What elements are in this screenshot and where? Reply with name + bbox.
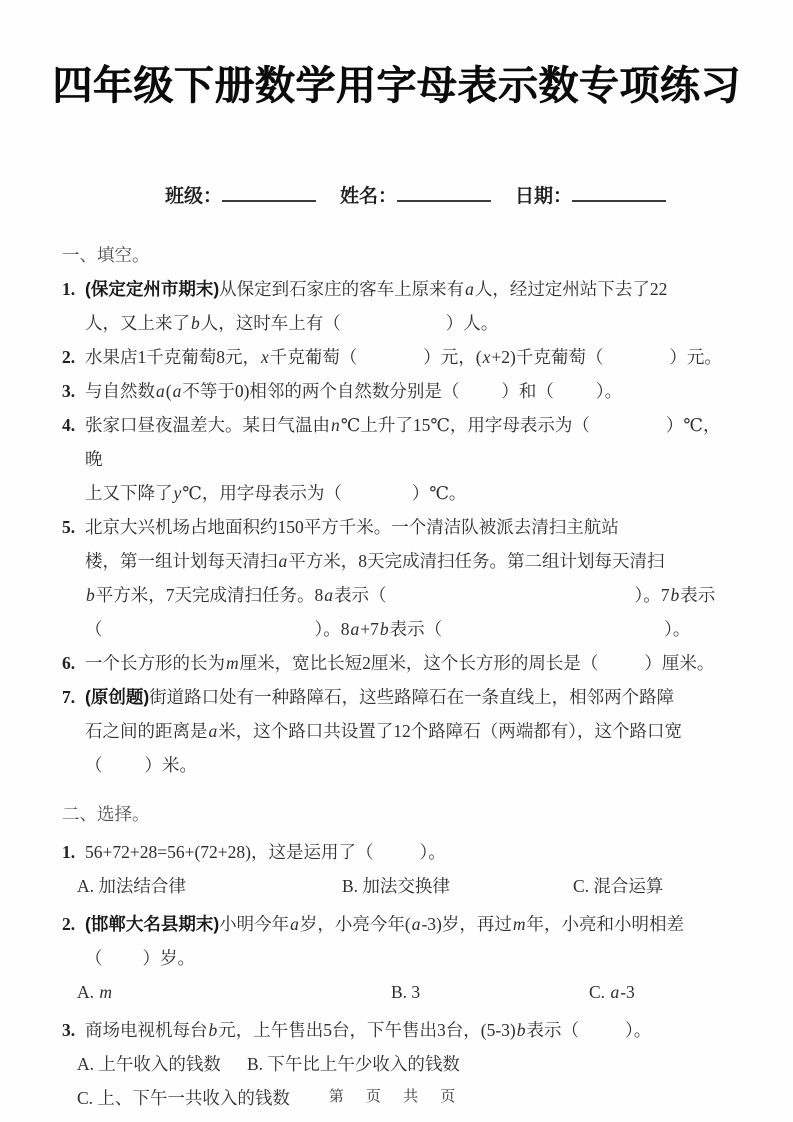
source-tag: (邯郸大名县期末): [85, 914, 220, 934]
date-blank-line: [572, 185, 666, 202]
text-segment: 从保定到石家庄的客车上原来有: [219, 279, 465, 299]
text-segment: 年，小亮和小明相差: [526, 914, 685, 934]
choice-question-1: [62, 835, 737, 903]
fill-question-7: [62, 680, 737, 782]
page-title: 四年级下册数学用字母表示数专项练习: [52, 64, 741, 108]
option-a: [77, 869, 342, 903]
text-segment: 商场电视机每台: [85, 1020, 208, 1040]
text-segment: ）元。: [669, 347, 722, 367]
text-segment: 平方米，8天完成清扫任务。第二组计划每天清扫: [288, 551, 665, 571]
text-segment: 人，又上来了: [85, 313, 190, 333]
source-tag: (保定定州市期末): [85, 279, 220, 299]
math-variable: b: [670, 585, 680, 605]
text-segment: （: [85, 619, 103, 639]
math-variable: m: [99, 982, 113, 1002]
fill-question-6: [62, 646, 737, 680]
text-segment: 不等于0)相邻的两个自然数分别是（: [182, 381, 460, 401]
text-segment: ）。: [624, 1020, 652, 1040]
text-segment: B. 3: [391, 982, 421, 1002]
question-line: [85, 544, 737, 578]
math-variable: x: [482, 347, 491, 367]
math-variable: b: [516, 1020, 526, 1040]
text-segment: （: [85, 755, 103, 775]
text-segment: A.: [77, 982, 99, 1002]
math-variable: m: [512, 914, 526, 934]
header-fields: [165, 181, 793, 208]
math-variable: b: [208, 1020, 218, 1040]
text-segment: A. 上午收入的钱数: [77, 1054, 221, 1074]
question-line: [85, 340, 737, 374]
question-line: [85, 612, 737, 646]
answer-blank: [103, 634, 315, 635]
text-segment: 与自然数: [85, 381, 155, 401]
text-segment: 一个长方形的长为: [85, 653, 225, 673]
text-segment: 人，经过定州站下去了22: [474, 279, 668, 299]
text-segment: 小明今年: [219, 914, 290, 934]
text-segment: ）℃。: [411, 483, 467, 503]
text-segment: 张家口昼夜温差大。某日气温由: [85, 415, 330, 435]
math-variable: a: [411, 914, 421, 934]
math-variable: a: [324, 585, 333, 605]
text-segment: B. 下午比上午少收入的钱数: [247, 1054, 460, 1074]
answer-blank: [341, 328, 446, 329]
question-number: 1.: [62, 279, 76, 299]
question-number: 2.: [62, 347, 76, 367]
text-segment: +2)千克葡萄（: [491, 347, 604, 367]
fill-question-2: [62, 340, 737, 374]
question-line: [85, 306, 737, 340]
question-line: [85, 510, 737, 544]
answer-blank: [374, 857, 420, 858]
text-segment: 街道路口处有一种路障石，这些路障石在一条直线上，相邻两个路障: [149, 687, 675, 707]
text-segment: 平方米，7天完成清扫任务。8: [95, 585, 324, 605]
fill-question-3: [62, 374, 737, 408]
text-segment: -3: [620, 982, 635, 1002]
math-variable: a: [350, 619, 360, 639]
text-segment: ℃上升了15℃，用字母表示为（: [340, 415, 590, 435]
answer-blank: [103, 770, 145, 771]
math-variable: a: [290, 914, 299, 934]
option-c: [573, 869, 737, 903]
question-line: [85, 1013, 737, 1047]
text-segment: A. 加法结合律: [77, 876, 186, 896]
text-segment: ）元，(: [423, 347, 482, 367]
text-segment: 表示（: [389, 619, 443, 639]
text-segment: 楼，第一组计划每天清扫: [85, 551, 278, 571]
text-segment: 表示: [680, 585, 716, 605]
question-number: 3.: [62, 381, 76, 401]
text-segment: ）。: [664, 619, 691, 639]
text-segment: 56+72+28=56+(72+28)，这是运用了（: [85, 842, 374, 862]
text-segment: ）℃，晚: [85, 415, 721, 469]
question-number: 6.: [62, 653, 76, 673]
answer-blank: [357, 362, 423, 363]
math-variable: x: [261, 347, 269, 367]
answer-blank: [442, 634, 664, 635]
math-variable: a: [465, 279, 474, 299]
question-line: [85, 714, 737, 748]
text-segment: （: [85, 948, 103, 968]
math-variable: a: [172, 381, 182, 401]
question-line: [85, 578, 737, 612]
text-segment: ）。7: [634, 585, 670, 605]
section-heading-choice: 二、选择。: [62, 804, 150, 824]
text-segment: ）米。: [144, 755, 197, 775]
math-variable: b: [379, 619, 389, 639]
question-line: [85, 835, 737, 869]
answer-blank: [590, 430, 666, 431]
question-number: 5.: [62, 517, 76, 537]
question-line: [85, 748, 737, 782]
text-segment: -3)岁，再过: [421, 914, 512, 934]
question-line: [85, 646, 737, 680]
option-c: [589, 975, 737, 1009]
text-segment: 水果店1千克葡萄8元，: [85, 347, 260, 367]
text-segment: 厘米，宽比长短2厘米，这个长方形的周长是（: [239, 653, 599, 673]
answer-blank: [387, 600, 635, 601]
text-segment: C. 上、下午一共收入的钱数: [77, 1088, 290, 1108]
answer-blank: [103, 963, 143, 964]
text-segment: C.: [589, 982, 610, 1002]
choice-options-row: [77, 975, 737, 1009]
date-label: 日期：: [515, 186, 573, 207]
fill-question-5: [62, 510, 737, 646]
question-line: [85, 272, 737, 306]
option-a: [77, 975, 391, 1009]
question-line: [85, 680, 737, 714]
question-line: [85, 374, 737, 408]
text-segment: 元，上午售出5台，下午售出3台，(5-3): [218, 1020, 516, 1040]
choice-options-row: [77, 869, 737, 903]
question-line: [85, 408, 737, 476]
choice-question-2: [62, 907, 737, 1009]
question-line: [85, 941, 737, 975]
text-segment: 表示（: [334, 585, 387, 605]
math-variable: a: [156, 381, 165, 401]
math-variable: m: [226, 653, 239, 673]
answer-blank: [579, 1035, 625, 1036]
text-segment: ）。8: [314, 619, 350, 639]
text-segment: +7: [360, 619, 379, 639]
text-segment: B. 加法交换律: [342, 876, 450, 896]
fill-question-1: [62, 272, 737, 340]
question-number: 1.: [62, 842, 76, 862]
fill-question-4: [62, 408, 737, 510]
text-segment: (: [165, 381, 172, 401]
question-number: 7.: [62, 687, 76, 707]
question-line: [85, 907, 737, 941]
class-label: 班级：: [165, 186, 223, 207]
math-variable: n: [331, 415, 340, 435]
text-segment: 北京大兴机场占地面积约150平方千米。一个清洁队被派去清扫主航站: [85, 517, 619, 537]
math-variable: a: [208, 721, 218, 741]
text-segment: ）人。: [445, 313, 499, 333]
text-segment: 上又下降了: [85, 483, 173, 503]
page-footer: 第 页 共 页: [328, 1088, 465, 1105]
math-variable: b: [191, 313, 200, 333]
class-blank-line: [222, 185, 316, 202]
text-segment: 表示（: [526, 1020, 579, 1040]
answer-blank: [598, 668, 644, 669]
text-segment: ）厘米。: [644, 653, 715, 673]
name-label: 姓名：: [340, 186, 398, 207]
source-tag: (原创题): [85, 687, 150, 707]
answer-blank: [603, 362, 669, 363]
text-segment: 米，这个路口共设置了12个路障石（两端都有），这个路口宽: [218, 721, 682, 741]
option-b: [391, 975, 589, 1009]
option-b: [342, 869, 573, 903]
text-segment: 岁，小亮今年(: [299, 914, 411, 934]
worksheet-body: [0, 208, 793, 1115]
choice-options-row: [77, 1047, 737, 1081]
text-segment: 人，这时车上有（: [200, 313, 341, 333]
math-variable: b: [86, 585, 95, 605]
answer-blank: [459, 396, 501, 397]
answer-blank: [342, 498, 412, 499]
answer-blank: [554, 396, 596, 397]
question-number: 4.: [62, 415, 76, 435]
section-heading-fill: 一、填空。: [62, 245, 150, 265]
option-a: [77, 1047, 247, 1081]
text-segment: 石之间的距离是: [85, 721, 208, 741]
text-segment: C. 混合运算: [573, 876, 664, 896]
math-variable: a: [278, 551, 288, 571]
text-segment: ）岁。: [142, 948, 195, 968]
text-segment: ）和（: [501, 381, 554, 401]
text-segment: ℃，用字母表示为（: [182, 483, 342, 503]
question-number: 3.: [62, 1020, 76, 1040]
text-segment: ）。: [419, 842, 446, 862]
math-variable: y: [173, 483, 182, 503]
text-segment: ）。: [595, 381, 623, 401]
question-line: [85, 476, 737, 510]
option-b: [247, 1047, 737, 1081]
question-number: 2.: [62, 914, 76, 934]
math-variable: a: [610, 982, 620, 1002]
name-blank-line: [397, 185, 491, 202]
text-segment: 千克葡萄（: [269, 347, 358, 367]
